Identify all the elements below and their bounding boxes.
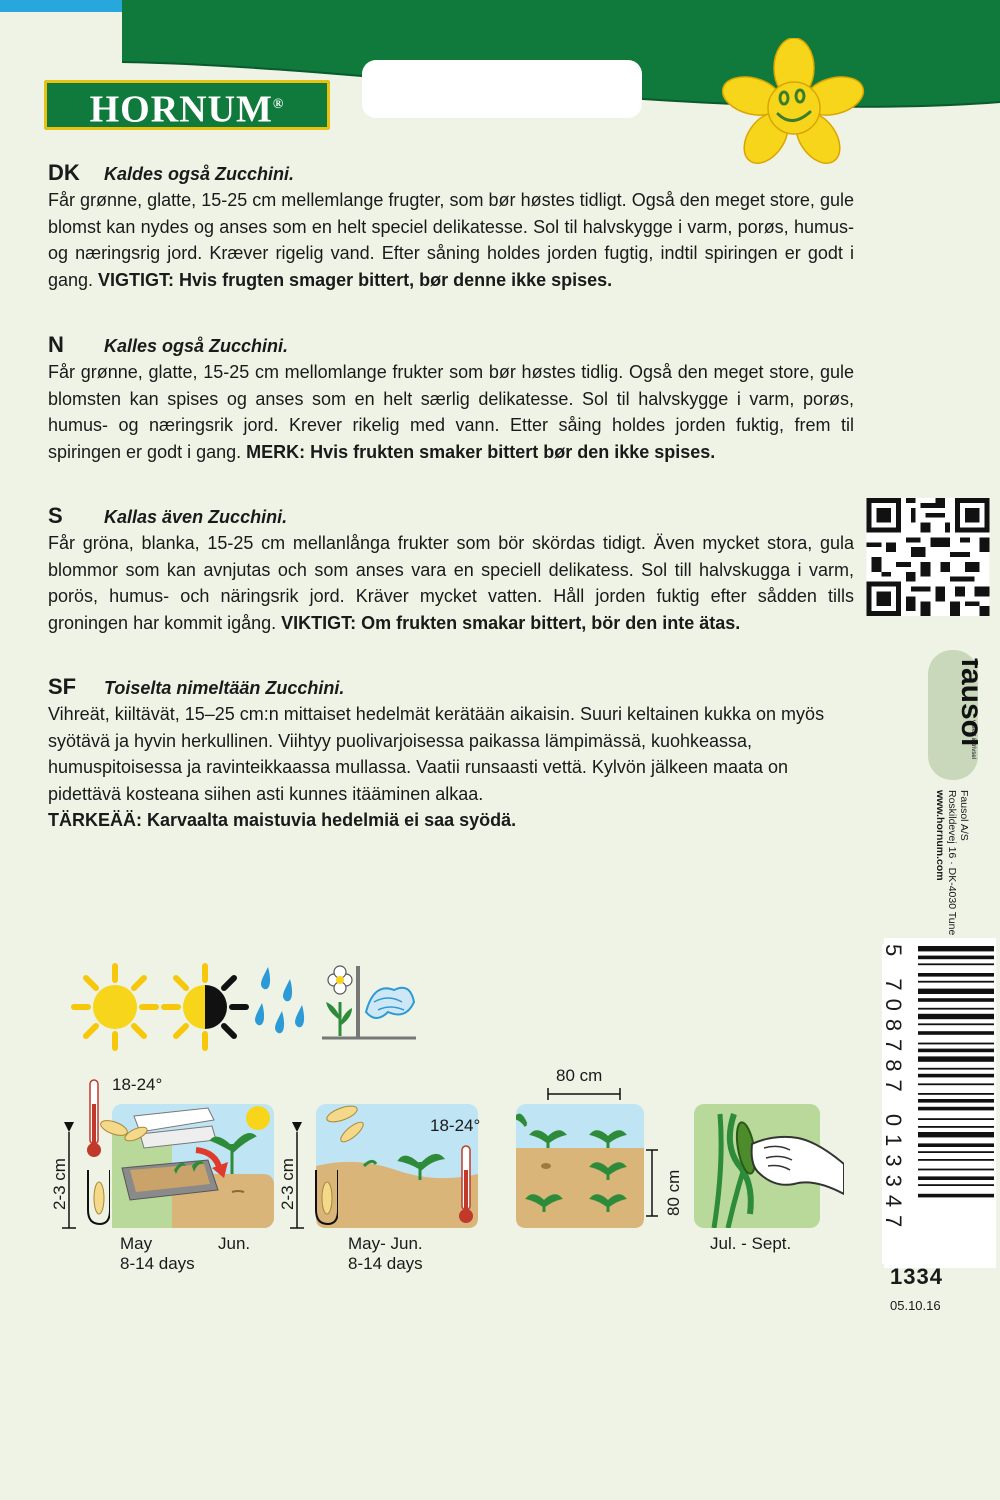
section-code: DK [48,160,80,185]
barcode-bar [918,946,994,951]
print-date: 05.10.16 [890,1298,941,1313]
barcode-bar [918,963,994,965]
plant-spacing-illustration [516,1104,644,1228]
section-body: Får gröna, blanka, 15-25 cm mellanlånga frukter som bör skördas tidigt. Även mycket stora, gula blommor som kan avnjutas och som anses vara en speciell delikatess. Sol till halvskugga i varm, porös, humus- och näringsrik jord. Kräver mycket vatten. Håll jorden fuktig efter sådden tills groningen har kommit igång. [48,533,854,633]
barcode-bar [918,1008,994,1010]
barcode-bar [918,1049,994,1053]
smiling-flower-icon [722,38,866,168]
temperature-label: 18-24° [430,1116,481,1135]
barcode-bar [918,981,994,983]
spacing-label: 80 cm [664,1169,683,1216]
section-code: SF [48,674,77,699]
section-sf [48,674,854,833]
hornum-logo: HORNUM® [44,80,330,130]
barcode-bar [918,1093,994,1095]
harvest-months: Jul. - Sept. [710,1234,792,1253]
barcode-bar [918,1099,994,1103]
fausol-tagline: vækst & trivsel [970,720,976,760]
spacing-marker [646,1148,658,1218]
barcode-bar [918,1132,994,1137]
barcode-bar [918,998,994,1002]
section-body: Får grønne, glatte, 15-25 cm mellomlange frukter som bør høstes tidlig. Også den meget store, gule blomsten kan spises og anses som en helt særlig delikatesse. Sol til halvskygge i varm, porøs, humus- og næringsrik jord. Krever rikelig med vann. Etter såing holdes jorden fuktig, frem til spiringen er godt i gang. [48,362,854,462]
section-subtitle: Kalles også Zucchini. [104,336,289,356]
germination-days: 8-14 days [120,1254,195,1273]
section-warning: VIKTIGT: Om frukten smakar bittert, bör den inte ätas. [281,612,741,633]
sowing-months: May- Jun. [348,1234,423,1253]
address-line: Roskildevej 16 · DK-4030 Tune [946,790,958,936]
barcode-bar [918,1083,994,1085]
section-body: Får grønne, glatte, 15-25 cm mellemlange frugter, som bør høstes tidligt. Også den meget store, gule blomst kan nydes og anses som en helt speciel delikatesse. Sol til halvskygge i varm, porøs, humus- og næringsrig jord. Kræver rigelig vand. Efter såning holdes jorden fugtig, indtil spiringen er godt i gang. [48,190,854,290]
barcode-bar [918,1031,994,1035]
section-body: Vihreät, kiiltävät, 15–25 cm:n mittaiset hedelmät kerätään aikaisin. Suuri keltainen kukka on myös syötävä ja hyvin herkullinen. Viihtyy puolivarjoisessa paikassa lämpimässä, kuohkeassa, humuspitoisessa ja ravinteikkaassa mullassa. Vaatii runsaasti vettä. Kylvön jälkeen maata on pidettävä kosteana siihen asti kunnes itääminen alkaa. [48,704,825,804]
spacing-marker [546,1088,622,1100]
barcode-bar [918,1169,994,1171]
product-number: 1334 [890,1264,943,1289]
thermometer-icon [458,1144,474,1226]
barcode-bar [918,1068,994,1070]
germination-days: 8-14 days [348,1254,423,1273]
blank-label-box [362,60,642,118]
barcode-bar [918,1107,994,1111]
section-subtitle: Kaldes også Zucchini. [104,164,295,184]
barcode-bar [918,1184,994,1186]
barcode-bar [918,1074,994,1078]
section-warning: MERK: Hvis frukten smaker bittert bør den ikke spises. [246,441,716,462]
address-line: www.hornum.com [934,790,946,881]
barcode-bar [918,1118,994,1120]
barcode-bar [918,1151,994,1153]
blue-corner-strip [0,0,122,12]
barcode-bar [918,1159,994,1161]
barcode-bar [918,1126,994,1128]
barcode-bar [918,1143,994,1147]
company-address [930,790,970,940]
harvest-illustration [694,1104,844,1228]
section-subtitle: Toiselta nimeltään Zucchini. [104,678,345,698]
depth-label: 2-3 cm [278,1158,297,1210]
barcode-bar [918,1023,994,1025]
section-code: N [48,332,64,357]
full-sun-icon [70,962,160,1052]
section-code: S [48,503,63,528]
section-warning: TÄRKEÄÄ: Karvaalta maistuvia hedelmiä ei saa syödä. [48,810,517,831]
temperature-label: 18-24° [112,1075,163,1094]
fausol-logo [928,650,978,780]
section-dk [48,160,854,293]
qr-code [866,498,990,616]
sowing-month-start: May [120,1234,153,1253]
barcode [881,938,996,1268]
wind-shelter-icon [318,962,418,1042]
address-line: Fausol A/S [958,790,970,841]
sowing-month-end: Jun. [218,1234,251,1253]
barcode-bar [918,956,994,960]
spacing-label: 80 cm [556,1066,603,1085]
barcode-bar [918,1176,994,1180]
section-subtitle: Kallas även Zucchini. [104,507,288,527]
section-s [48,503,854,636]
barcode-digits: 5 708787 013347 [882,944,904,1264]
barcode-bar [918,1043,994,1045]
depth-label: 2-3 cm [50,1158,69,1210]
barcode-bar [918,1014,994,1019]
water-drops-icon [250,965,310,1045]
fausol-logo-text: fausol [955,658,978,747]
section-warning: VIGTIGT: Hvis frugten smager bittert, bør denne ikke spises. [98,269,613,290]
section-n [48,332,854,465]
half-shade-icon [160,962,250,1052]
barcode-bar [918,1194,994,1198]
barcode-bar [918,989,994,994]
barcode-bar [918,1056,994,1061]
barcode-bar [918,973,994,977]
